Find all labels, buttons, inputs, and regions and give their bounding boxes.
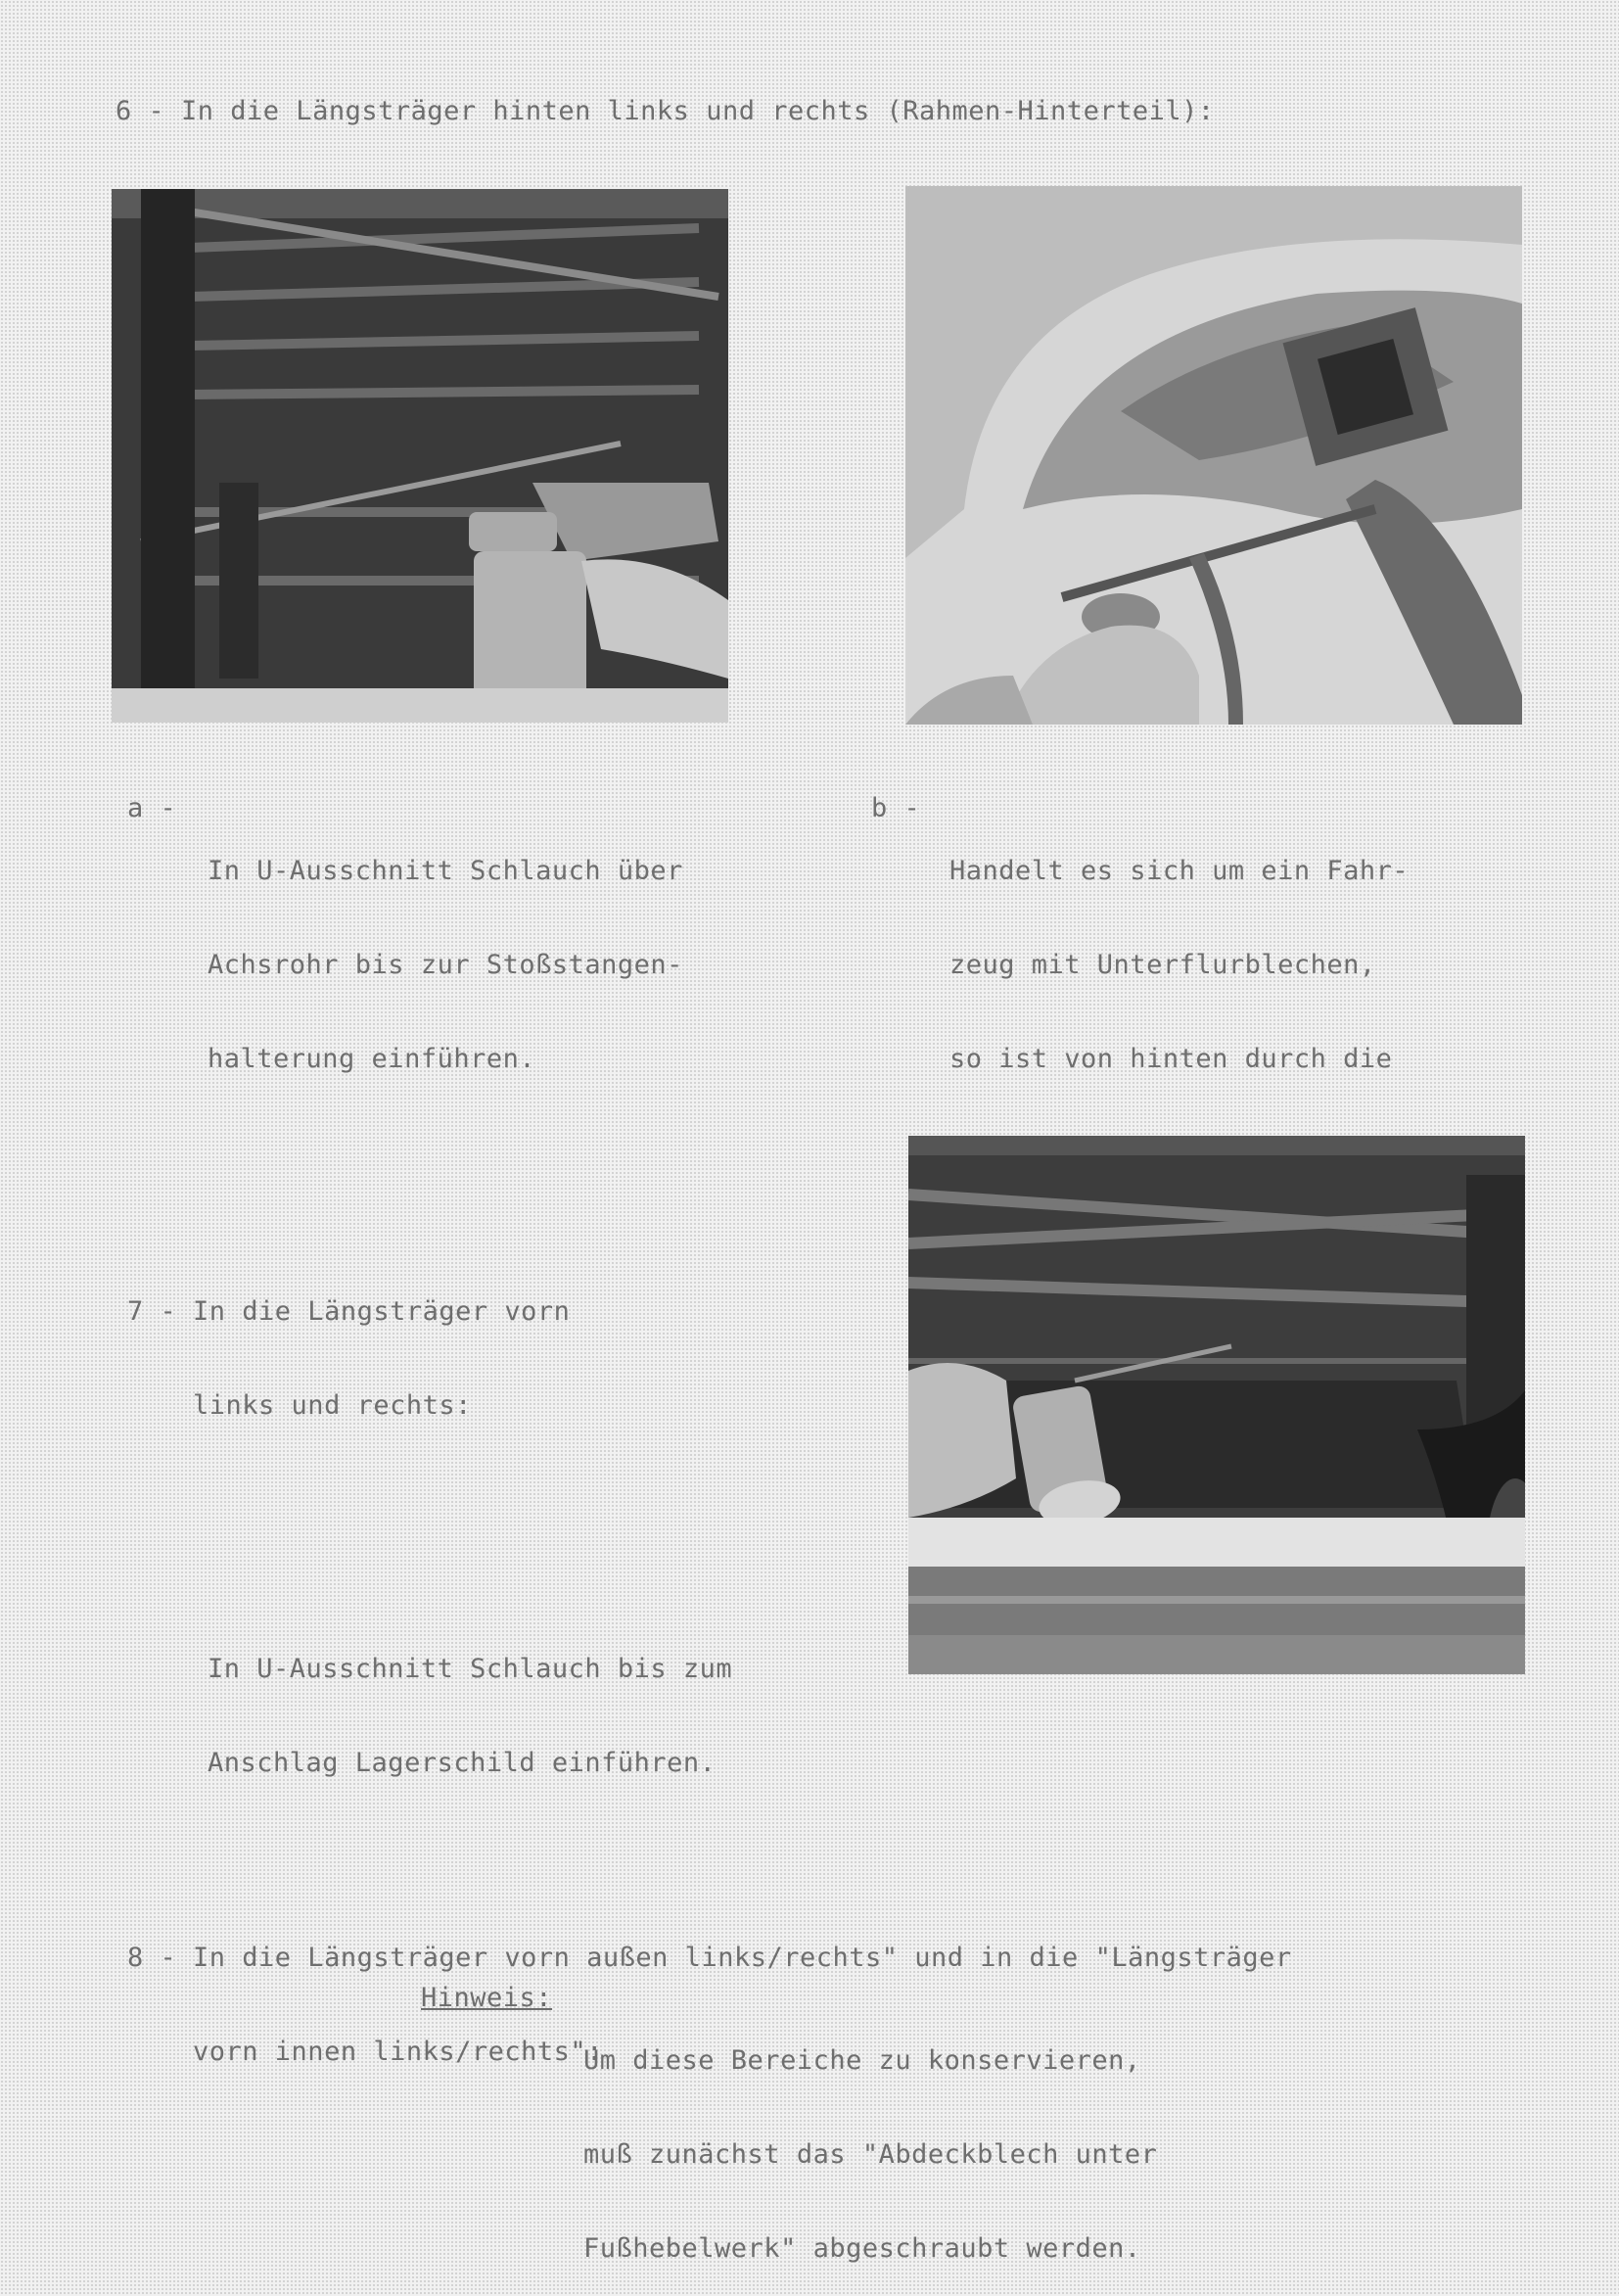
note-line: muß zunächst das "Abdeckblech unter	[583, 2139, 1158, 2170]
caption-b-line: Handelt es sich um ein Fahr-	[949, 856, 1410, 886]
note-label: Hinweis:	[421, 1983, 553, 2013]
photo-wheel-arch-nozzle	[905, 186, 1522, 725]
caption-a-marker: a -	[127, 793, 177, 823]
note-line: Fußhebelwerk" abgeschraubt werden.	[583, 2233, 1141, 2264]
note-text	[583, 1983, 1157, 2296]
section-8-heading-line: 8 - In die Längsträger vorn außen links/rechts" und in die "Längsträger	[127, 1943, 1292, 1973]
section-7-heading-line: links und rechts:	[127, 1390, 472, 1421]
caption-b-line: zeug mit Unterflurblechen,	[949, 950, 1376, 980]
photo-rear-frame-spray	[112, 189, 728, 723]
caption-a-text	[208, 793, 683, 1106]
caption-a-line: Achsrohr bis zur Stoßstangen-	[208, 950, 683, 980]
section-7-heading-line: 7 - In die Längsträger vorn	[127, 1296, 571, 1327]
note-line: Um diese Bereiche zu konservieren,	[583, 2045, 1141, 2076]
section-7-instruction-line: Anschlag Lagerschild einführen.	[208, 1748, 717, 1778]
section-7-instruction-line: In U-Ausschnitt Schlauch bis zum	[208, 1654, 733, 1684]
caption-b-line: so ist von hinten durch die	[949, 1044, 1393, 1074]
caption-a-line: In U-Ausschnitt Schlauch über	[208, 856, 683, 886]
section-7-heading	[127, 1234, 570, 1453]
caption-a-line: halterung einführen.	[208, 1044, 536, 1074]
caption-b-marker: b -	[871, 793, 921, 823]
photo-front-frame-spray	[908, 1136, 1525, 1674]
section-8-heading-line: vorn innen links/rechts":	[127, 2037, 603, 2067]
section-7-instruction	[208, 1591, 732, 1810]
section-6-heading: 6 - In die Längsträger hinten links und rechts (Rahmen-Hinterteil):	[116, 96, 1215, 126]
